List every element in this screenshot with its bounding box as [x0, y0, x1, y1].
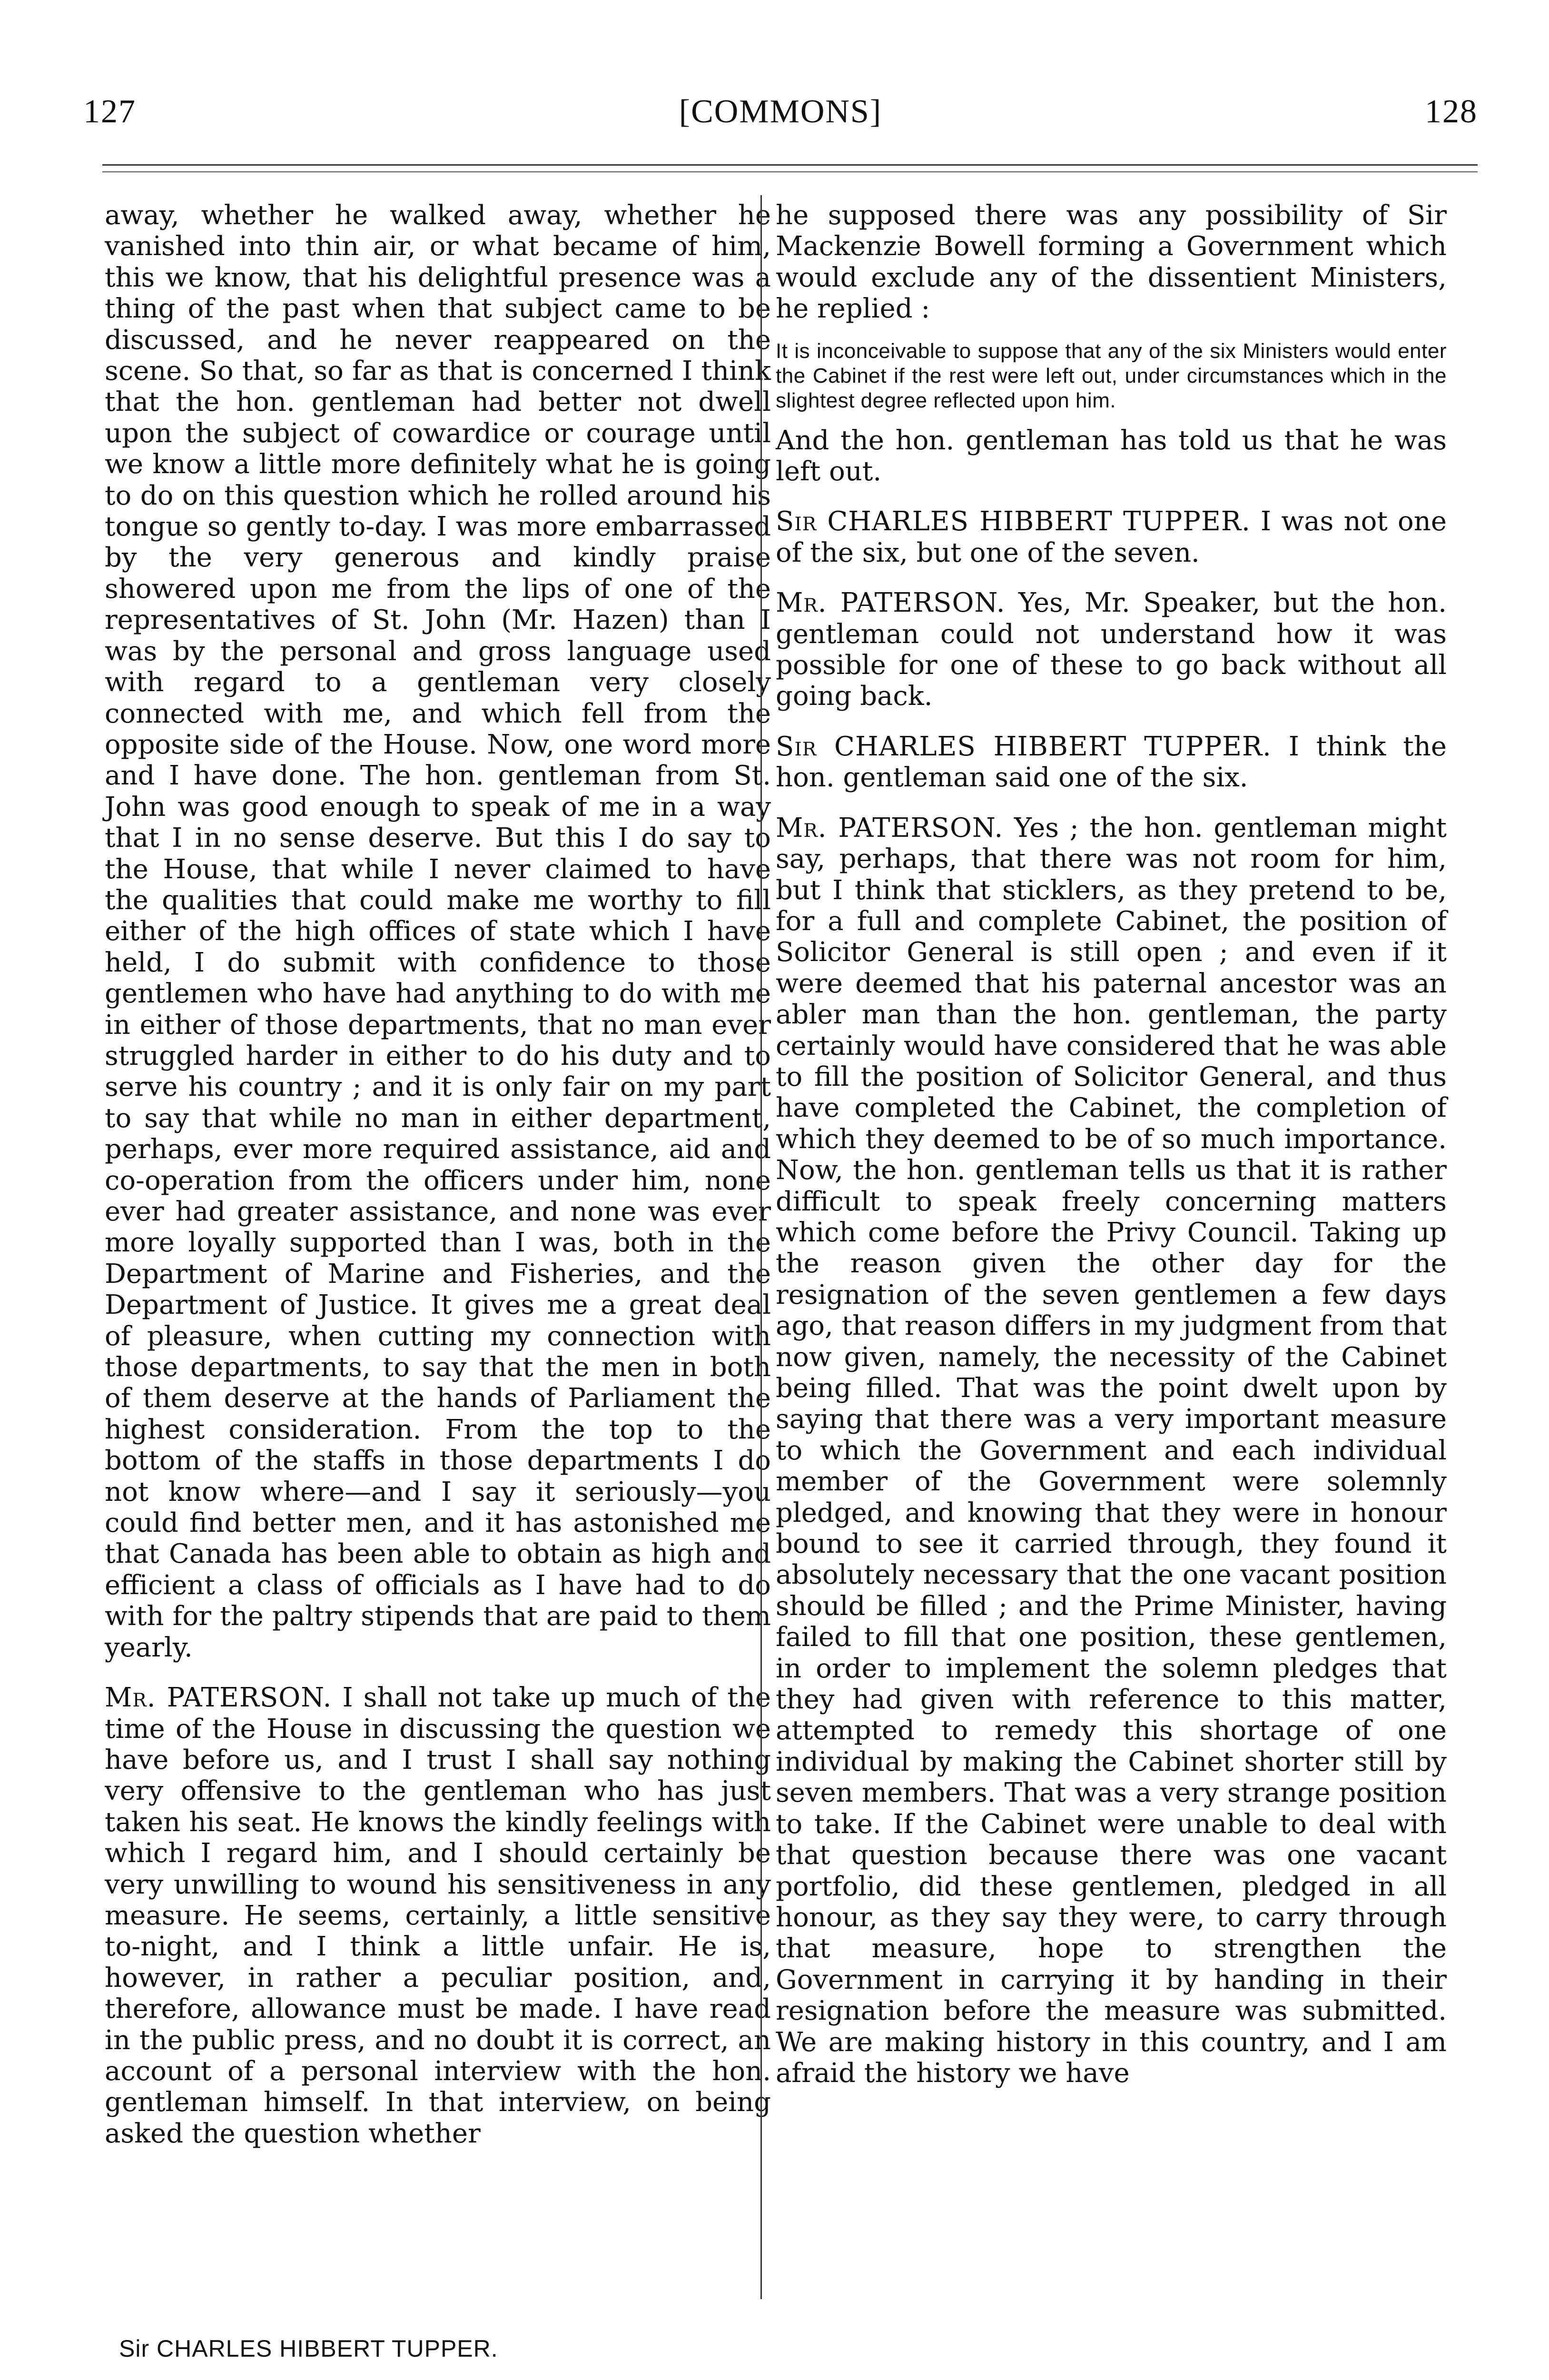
- right-paragraph-2: And the hon. gentleman has told us that he was left out.: [776, 425, 1447, 487]
- catchword-footer: Sir CHARLES HIBBERT TUPPER.: [119, 2335, 498, 2362]
- speech-text: Yes, Mr. Speaker, but the hon. gentleman could not understand how it was possible for one of these to go back without all going back.: [776, 587, 1447, 712]
- speaker-name: Mr. PATERSON.: [776, 587, 1006, 619]
- right-paragraph-3: [776, 506, 1447, 568]
- running-title: [COMMONS]: [679, 93, 882, 130]
- speech-text: Yes ; the hon. gentleman might say, perhaps, that there was not room for him, but I think that sticklers, as they pretend to be, for a full and complete Cabinet, the position of Solicitor General is still open ; and even if it were deemed that his paternal ancestor was an abler man than the hon. gentleman, the party certainly would have considered that he was able to fill the position of Solicitor General, and thus have completed the Cabinet, the completion of which they deemed to be of so much importance. Now, the hon. gentleman tells us that it is rather difficult to speak freely concerning matters which come before the Privy Council. Taking up the reason given the other day for the resignation of the seven gentlemen a few days ago, that reason differs in my judgment from that now given, namely, the necessity of the Cabinet being filled. That was the point dwelt upon by saying that there was a very important measure to which the Government and each individual member of the Government were solemnly pledged, and knowing that they were in honour bound to see it carried through, they found it absolutely necessary that the one vacant position should be filled ; and the Prime Minister, having failed to fill that one position, these gentlemen, in order to implement the solemn pledges that they had given with reference to this matter, attempted to remedy this shortage of one individual by making the Cabinet shorter still by seven members. That was a very strange position to take. If the Cabinet were unable to deal with that question because there was one vacant portfolio, did these gentlemen, pledged in all honour, as they say they were, to carry through that measure, hope to strengthen the Government in carrying it by handing in their resignation before the measure was submitted. We are making history in this country, and I am afraid the history we have: [776, 812, 1447, 2089]
- page-number-right: 128: [1425, 93, 1478, 130]
- left-paragraph-1: away, whether he walked away, whether he vanished into thin air, or what became of him, this we know, that his delightful presence was a thing of the past when that subject came to be discussed, and he never reappeared on the scene. So that, so far as that is concerned I think that the hon. gentleman had better not dwell upon the subject of cowardice or courage until we know a little more definitely what he is going to do on this question which he rolled around his tongue so gently to-day. I was more embarrassed by the very generous and kindly praise showered upon me from the lips of one of the representatives of St. John (Mr. Hazen) than I was by the personal and gross language used with regard to a gentleman very closely connected with me, and which fell from the opposite side of the House. Now, one word more and I have done. The hon. gentleman from St. John was good enough to speak of me in a way that I in no sense deserve. But this I do say to the House, that while I never claimed to have the qualities that could make me worthy to fill either of the high offices of state which I have held, I do submit with confidence to those gentlemen who have had anything to do with me in either of those departments, that no man ever struggled harder in either to do his duty and to serve his country ; and it is only fair on my part to say that while no man in either department, perhaps, ever more required assistance, aid and co-operation from the officers under him, none ever had greater assistance, and none was ever more loyally supported than I was, both in the Department of Marine and Fisheries, and the Department of Justice. It gives me a great deal of pleasure, when cutting my connection with those departments, to say that the men in both of them deserve at the hands of Parliament the highest consideration. From the top to the bottom of the staffs in those departments I do not know where—and I say it seriously—you could find better men, and it has astonished me that Canada has been able to obtain as high and efficient a class of officials as I have had to do with for the paltry stipends that are paid to them yearly.: [105, 200, 771, 1663]
- right-paragraph-5: [776, 731, 1447, 793]
- page-number-left: 127: [83, 93, 136, 130]
- speaker-name: Mr. PATERSON.: [105, 1682, 332, 1714]
- left-paragraph-2: [105, 1682, 771, 2149]
- speech-text: I think the hon. gentleman said one of the six.: [776, 731, 1447, 793]
- right-paragraph-6: [776, 813, 1447, 2089]
- right-paragraph-1: he supposed there was any possibility of Sir Mackenzie Bowell forming a Government which would exclude any of the dissentient Ministers, he replied :: [776, 200, 1447, 325]
- column-divider: [760, 195, 762, 2299]
- right-paragraph-4: [776, 587, 1447, 712]
- speech-text: I was not one of the six, but one of the seven.: [776, 506, 1447, 568]
- right-column: [776, 200, 1447, 2089]
- header-rule-secondary: [102, 171, 1478, 172]
- left-column: [105, 200, 771, 2149]
- speaker-name: Sir CHARLES HIBBERT TUPPER.: [776, 506, 1251, 537]
- header-rule: [102, 164, 1478, 166]
- speaker-name: Sir CHARLES HIBBERT TUPPER.: [776, 731, 1272, 762]
- quoted-statement: It is inconceivable to suppose that any of the six Ministers would enter the Cabinet if the rest were left out, under circumstances which in the slightest degree reflected upon him.: [776, 339, 1447, 412]
- speech-text: I shall not take up much of the time of the House in discussing the question we have before us, and I trust I shall say nothing very offensive to the gentleman who has just taken his seat. He knows the kindly feelings with which I regard him, and I should certainly be very unwilling to wound his sensitiveness in any measure. He seems, certainly, a little sensitive to-night, and I think a little unfair. He is, however, in rather a peculiar position, and, therefore, allowance must be made. I have read in the public press, and no doubt it is correct, an account of a personal interview with the hon. gentleman himself. In that interview, on being asked the question whether: [105, 1682, 771, 2149]
- speaker-name: Mr. PATERSON.: [776, 812, 1004, 843]
- page-header: [83, 93, 1478, 136]
